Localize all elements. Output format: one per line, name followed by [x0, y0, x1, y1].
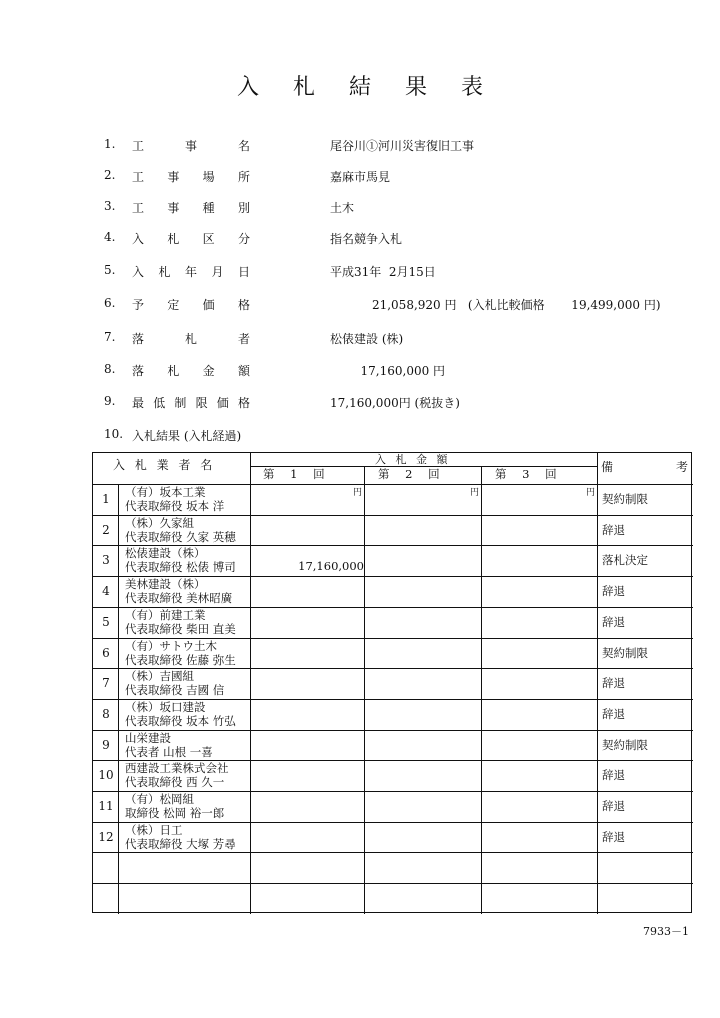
info-label — [132, 330, 250, 347]
header-round-3: 第 3 回 — [495, 467, 563, 481]
info-value: 嘉麻市馬見 — [330, 170, 391, 184]
title-char: 結 — [348, 75, 405, 100]
row-number: 6 — [102, 645, 110, 660]
bidder-representative: 代表取締役 坂本 洋 — [125, 499, 225, 513]
info-value: 土木 — [330, 201, 355, 215]
row-number: 11 — [98, 799, 114, 813]
bidder-name: 美林建設（株） — [125, 577, 206, 592]
title-char: 入 — [236, 75, 293, 100]
info-label — [132, 296, 250, 313]
info-label-char: 入 — [132, 232, 145, 246]
bidder-name: （株）久家組 — [125, 515, 194, 530]
bidder-representative: 代表取締役 佐藤 弥生 — [125, 652, 236, 667]
info-label-char: 事 — [184, 139, 197, 153]
remarks: 辞退 — [602, 799, 625, 813]
info-label-char: 低 — [153, 396, 166, 410]
info-value: 17,160,000 円 — [330, 364, 446, 378]
info-value: 平成31年 2月15日 — [330, 265, 436, 279]
info-value: 指名競争入札 — [330, 232, 403, 246]
info-number: 3. — [104, 199, 116, 213]
remarks: 辞退 — [602, 706, 625, 721]
row-number: 7 — [102, 676, 110, 691]
row-number: 10 — [98, 768, 114, 783]
yen-unit: 円 — [353, 488, 363, 498]
info-row — [0, 230, 720, 250]
row-number: 5 — [102, 614, 110, 629]
info-value: 尾谷川①河川災害復旧工事 — [330, 139, 475, 153]
bid-results-table — [92, 452, 692, 913]
info-number: 9. — [104, 394, 116, 408]
yen-unit: 円 — [586, 488, 596, 498]
info-label-char: 別 — [237, 201, 250, 215]
info-number: 7. — [104, 330, 116, 344]
bidder-name: 西建設工業株式会社 — [125, 761, 229, 776]
bidder-representative: 代表取締役 松俵 博司 — [125, 560, 236, 575]
bidder-name: （有）前建工業 — [125, 607, 206, 622]
info-number: 4. — [104, 230, 116, 244]
page-title — [0, 70, 720, 101]
info-row — [0, 362, 720, 382]
header-remarks: 備 — [601, 460, 614, 474]
info-row — [0, 168, 720, 188]
info-label-char: 格 — [237, 396, 250, 410]
info-label-char: 名 — [237, 139, 250, 153]
info-label-char: 価 — [202, 298, 215, 312]
header-remarks: 考 — [676, 460, 689, 474]
info-label-char: 月 — [211, 265, 224, 279]
info-label — [132, 168, 250, 185]
bidder-representative: 代表取締役 大塚 芳尋 — [125, 836, 236, 851]
info-label-char: 種 — [202, 201, 215, 215]
header-round-1: 第 1 回 — [263, 467, 331, 481]
info-label-char: 制 — [174, 396, 187, 410]
bidder-representative: 代表取締役 西 久一 — [125, 775, 225, 790]
grid-line — [597, 453, 598, 914]
bidder-representative: 代表者 山根 一喜 — [125, 744, 213, 759]
remarks: 辞退 — [602, 676, 625, 691]
row-number: 9 — [102, 737, 110, 752]
row-number: 2 — [102, 522, 110, 537]
header-round-2: 第 2 回 — [378, 467, 446, 481]
row-number: 12 — [98, 829, 114, 844]
section-10-number: 10. — [104, 427, 124, 441]
grid-line — [93, 852, 693, 853]
row-number: 3 — [102, 553, 110, 568]
info-label-char: 入 — [132, 265, 145, 279]
info-row — [0, 296, 720, 316]
info-label-char: 額 — [237, 364, 250, 378]
remarks: 辞退 — [602, 768, 625, 783]
info-label-char: 落 — [132, 332, 145, 346]
info-label — [132, 394, 250, 411]
bidder-name: 松俵建設（株） — [125, 546, 206, 561]
info-label-char: 場 — [202, 170, 215, 184]
section-10-heading — [0, 427, 720, 447]
info-label-char: 札 — [158, 265, 171, 279]
remarks: 辞退 — [602, 614, 625, 629]
info-label-char: 限 — [195, 396, 208, 410]
row-number: 1 — [102, 492, 110, 506]
bidder-name: （有）坂本工業 — [125, 485, 206, 499]
grid-line — [93, 822, 693, 823]
bidder-name: （株）日工 — [125, 822, 183, 837]
info-label-char: 最 — [132, 396, 145, 410]
info-number: 1. — [104, 137, 116, 151]
document-code: 7933－1 — [643, 925, 689, 938]
info-label-char: 日 — [237, 265, 250, 279]
info-label-char: 事 — [167, 201, 180, 215]
remarks: 辞退 — [602, 584, 625, 599]
info-label-char: 定 — [167, 298, 180, 312]
bidder-representative: 代表取締役 吉國 信 — [125, 683, 225, 698]
info-row — [0, 394, 720, 414]
bidder-name: 山栄建設 — [125, 730, 171, 745]
info-label — [132, 230, 250, 247]
info-label — [132, 362, 250, 379]
bidder-name: （株）吉國組 — [125, 669, 194, 684]
bidder-representative: 代表取締役 柴田 直美 — [125, 621, 236, 636]
info-label-char: 工 — [132, 139, 145, 153]
bidder-name: （有）サトウ土木 — [125, 638, 217, 653]
info-label-char: 年 — [184, 265, 197, 279]
remarks: 契約制限 — [602, 737, 648, 752]
info-label-char: 札 — [167, 364, 180, 378]
bidder-representative: 取締役 松岡 裕一郎 — [125, 806, 225, 820]
info-label-char: 札 — [167, 232, 180, 246]
info-label-char: 所 — [237, 170, 250, 184]
info-label-char: 価 — [216, 396, 229, 410]
info-number: 2. — [104, 168, 116, 182]
remarks: 契約制限 — [602, 645, 648, 660]
yen-unit: 円 — [470, 488, 480, 498]
info-row — [0, 263, 720, 283]
info-label-char: 区 — [202, 232, 215, 246]
info-label-char: 予 — [132, 298, 145, 312]
info-number: 5. — [104, 263, 116, 277]
info-row — [0, 199, 720, 219]
info-label — [132, 137, 250, 154]
remarks: 落札決定 — [602, 553, 648, 568]
info-label — [132, 263, 250, 280]
info-label-char: 者 — [237, 332, 250, 346]
info-number: 6. — [104, 296, 116, 310]
grid-line — [481, 466, 482, 914]
info-value: 21,058,920 円 (入札比較価格 19,499,000 円) — [330, 298, 661, 312]
info-value: 松俵建設 (株) — [330, 332, 404, 346]
remarks: 辞退 — [602, 829, 625, 844]
info-row — [0, 330, 720, 350]
section-10-label: 入札結果 (入札経過) — [132, 429, 242, 443]
remarks: 辞退 — [602, 522, 625, 537]
grid-line — [93, 730, 693, 731]
round-1-amount: 17,160,000 — [298, 559, 364, 574]
header-bidder-name: 入 札 業 者 名 — [113, 458, 216, 472]
grid-line — [364, 466, 365, 914]
title-char: 表 — [461, 75, 518, 100]
info-row — [0, 137, 720, 157]
row-number: 8 — [102, 706, 110, 721]
title-char: 札 — [292, 75, 349, 100]
info-label-char: 落 — [132, 364, 145, 378]
info-value: 17,160,000円 (税抜き) — [330, 396, 460, 410]
info-label-char: 工 — [132, 201, 145, 215]
info-label — [132, 199, 250, 216]
bidder-representative: 代表取締役 久家 英穂 — [125, 529, 236, 544]
info-label-char: 金 — [202, 364, 215, 378]
bidder-name: （株）坂口建設 — [125, 699, 206, 714]
bidder-representative: 代表取締役 美林昭廣 — [125, 591, 233, 606]
info-label-char: 分 — [237, 232, 250, 246]
info-label-char: 札 — [184, 332, 197, 346]
bidder-representative: 代表取締役 坂本 竹弘 — [125, 713, 236, 728]
row-number: 4 — [102, 584, 110, 599]
title-char: 果 — [405, 75, 462, 100]
grid-line — [250, 453, 251, 914]
info-label-char: 格 — [237, 298, 250, 312]
bidder-name: （有）松岡組 — [125, 792, 194, 806]
remarks: 契約制限 — [602, 492, 648, 506]
info-number: 8. — [104, 362, 116, 376]
info-label-char: 工 — [132, 170, 145, 184]
grid-line — [93, 883, 693, 884]
header-bid-amount: 入 札 金 額 — [375, 453, 451, 466]
info-label-char: 事 — [167, 170, 180, 184]
